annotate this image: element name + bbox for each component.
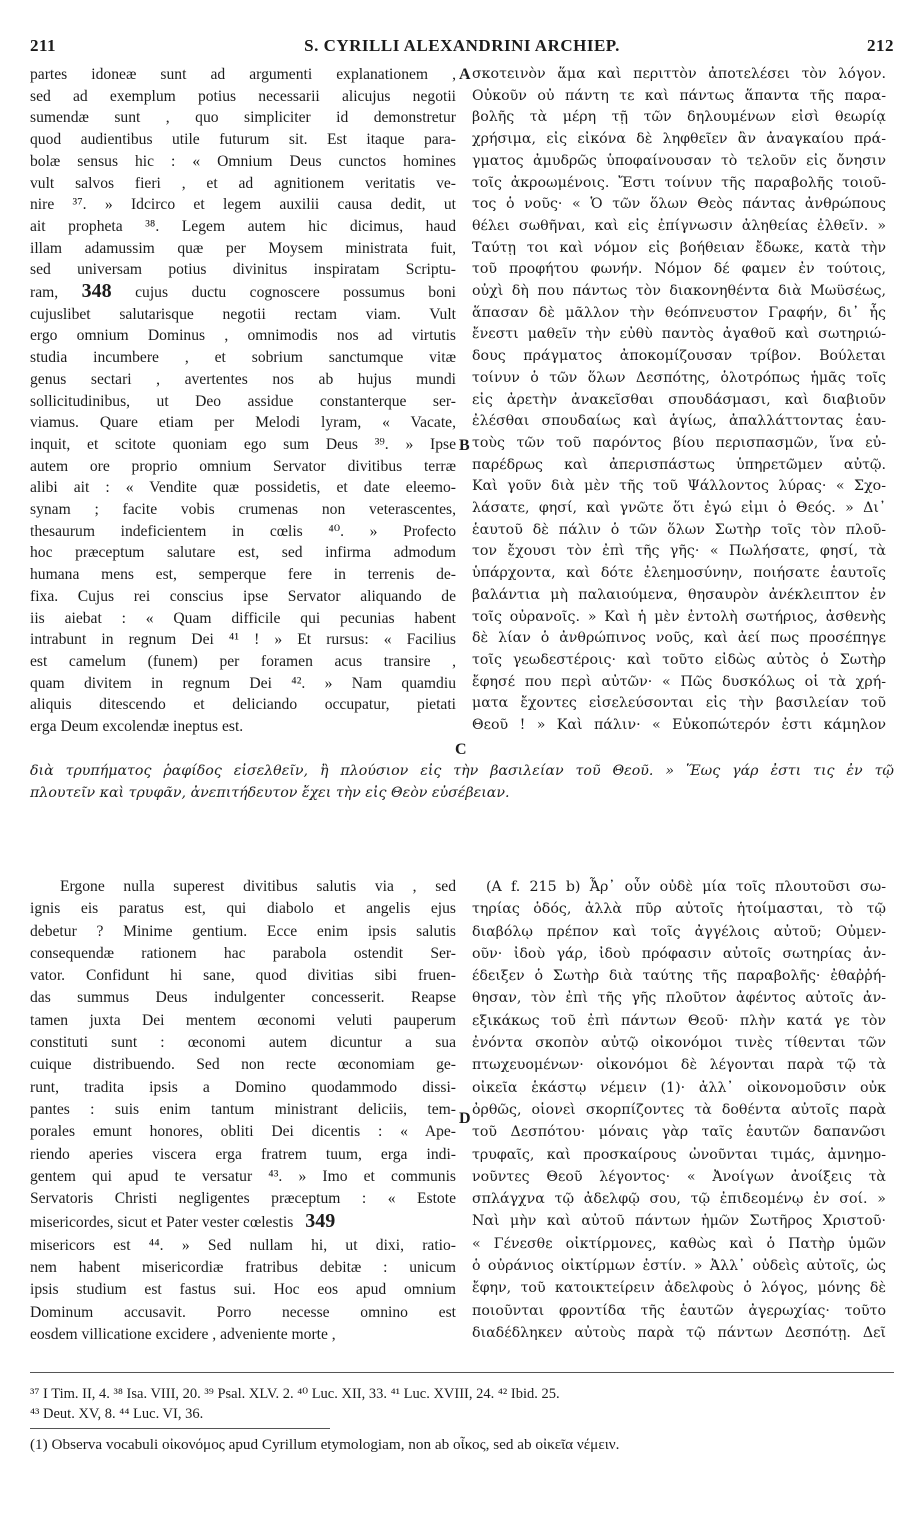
text-line: sed universam potius divinitus inspiratam Scriptu-	[30, 261, 456, 279]
text-line: τοῖς οὐρανοῖς. » Καὶ ἡ μὲν ἐντολὴ σωτήριος, ἀσθενὴς	[472, 608, 886, 625]
column-number-349: 349	[305, 1210, 336, 1233]
reference-line: ⁴³ Deut. XV, 8. ⁴⁴ Luc. VI, 36.	[30, 1406, 204, 1422]
text-line: ignis eis paratus est, qui diabolo et angelis ejus	[30, 900, 456, 918]
text-line: viamus. Quare etiam per Melodi lyram, « Vacate,	[30, 414, 456, 432]
text-line: erga Deum excolendæ ineptus est.	[30, 718, 244, 736]
text-line: (A f. 215 b) Ἆρ᾽ οὖν οὐδὲ μία τοῖς πλουτοῦσι σω-	[486, 879, 886, 895]
text-line: ipsis studium est fastus sui. Hoc eos apud omnium	[30, 1281, 456, 1299]
text-line: intrabunt in regnum Dei ⁴¹ ! » Et rursus: « Facilius	[30, 631, 456, 649]
text-line: eosdem villicatione excidere , adveniente morte ,	[30, 1325, 336, 1343]
section-marker-c: C	[455, 741, 467, 758]
text-line: γματος ἀμυδρῶς ὑποφαίνουσαν τὸ τελοῦν εἰς ὄνησιν	[472, 152, 886, 169]
text-line: vator. Confidunt hi sane, quod divitias sibi fruen-	[30, 967, 456, 985]
text-line: Servatoris Christi negligentes præceptum : « Estote	[30, 1190, 456, 1208]
text-line: ram, 348 cujus ductu cognoscere possumus boni	[30, 281, 456, 303]
text-line: iis aiebat : « Quam difficile qui pecunias habent	[30, 609, 456, 627]
greek-column-lower	[472, 876, 886, 1344]
text-line: οῦν· ἰδοὺ γάρ, ἰδοὺ πρόφασιν αὐτοῖς σωτηρίας ἀν-	[472, 945, 886, 962]
text-line: διαδέδληκεν αὐτοὺς παρὰ τῷ πάντων Δεσπότῃ. Δεῖ	[472, 1324, 886, 1341]
text-line: εἰς ἀρετὴν ἀνακεῖσθαι σπουδάσμασι, καὶ διαβιοῦν	[472, 391, 886, 408]
text-line: hoc præceptum salutare est, sed infirma admodum	[30, 544, 456, 562]
text-line: studia incumbere , et sobrium sanctumque vitæ	[30, 349, 456, 367]
text-line: nem habent misericordiæ fratribus debitæ : unicum	[30, 1259, 456, 1277]
text-line: χρήσιμα, εἰς εἰκόνα δὲ ληφθεῖεν ἂν ἀναγκαίου πρά-	[472, 131, 886, 148]
text-line: Θεοῦ ! » Καὶ πάλιν· « Εὐκοπώτερόν ἐστι κάμηλον	[472, 717, 886, 734]
text-line: pantes : suis enim tantum ministrant deliciis, tem-	[30, 1100, 456, 1118]
text-line: τον ἔχουσι τὸν ἐπὶ τῆς γῆς· « Πωλήσατε, φησί, τὰ	[472, 543, 886, 560]
text-line: Dominum accusavit. Porro necesse omnino est	[30, 1303, 456, 1321]
text-line: Ergone nulla superest divitibus salutis via , sed	[60, 878, 456, 895]
text-line: έδειξεν ὁ Σωτὴρ διὰ ταύτης τῆς παραβολῆς· ἐθαῤῥή-	[472, 968, 886, 985]
text-line: εξικάκως τοῦ ἐπὶ πάντων Θεοῦ· πλὴν κατά γε τὸν	[472, 1012, 886, 1029]
section-marker-b: B	[459, 437, 470, 454]
text-line: est camelum (funem) per foramen acus transire ,	[30, 652, 456, 670]
text-fragment: cujus ductu cognoscere possumus boni	[111, 284, 456, 302]
reference-line: ³⁷ I Tim. II, 4. ³⁸ Isa. VIII, 20. ³⁹ Psal. XLV. 2. ⁴⁰ Luc. XII, 33. ⁴¹ Luc. XVIII, 24. ⁴² Ibid. 25.	[30, 1386, 560, 1402]
page-number-left: 211	[30, 36, 57, 55]
latin-column-lower	[30, 876, 456, 1346]
text-line: debetur ? Minime gentium. Ecce enim ipsis salutis	[30, 922, 456, 940]
text-line: illam adamussim quæ per Moysem ministrata fuit,	[30, 239, 456, 257]
text-line: quam divitem in regnum Dei ⁴². » Nam quamdiu	[30, 674, 456, 692]
page-number-right: 212	[867, 36, 894, 55]
text-line: οἰκεῖα ἑκάστῳ νέμειν (1)· ἀλλ᾽ οἰκονομοῦσιν οὐκ	[472, 1079, 886, 1096]
text-line: synam ; facite vobis crumenas non veterascentes,	[30, 501, 456, 519]
text-line: θησαν, τὸν ἐπὶ τῆς γῆς πλοῦτον ἀφέντος αὐτοῖς ἀν-	[472, 990, 886, 1007]
text-line: Ναὶ μὴν καὶ αὐτοῦ πάντων ἡμῶν Σωτῆρος Χριστοῦ·	[472, 1213, 886, 1230]
text-line: consequendæ rationem hac parabola ostendit Ser-	[30, 944, 456, 962]
text-line: δους πράγματος ἀποκομίζουσαν τρίβον. Βούλεται	[472, 348, 886, 365]
text-line: τοῦ προφήτου φωνήν. Νόμον δέ φαμεν ἐν τούτοις,	[472, 261, 886, 278]
text-line: τοίνυν ὁ τῶν ὅλων Δεσπότης, ὁλοτρόπως ἡμᾶς τοῖς	[472, 369, 886, 386]
text-line: ἔφησέ που περὶ αὐτῶν· « Πῶς δυσκόλως οἱ τὰ χρή-	[472, 673, 886, 690]
text-line: riendo aperies viscera erga fratrem tuum, erga indi-	[30, 1145, 456, 1163]
running-header	[30, 36, 894, 60]
text-line: constituti sunt : œconomi autem dicuntur a sua	[30, 1034, 456, 1052]
text-line: νοῦντες Θεοῦ λέγοντος· « Ἀνοίγων ἀνοίξεις τὰ	[472, 1168, 886, 1185]
text-line: quod audientibus utile futurum sit. Est itaque para-	[30, 131, 456, 149]
text-line: δὲ λίαν ὁ ἀνθρώπινος νοῦς, καὶ ἀεί πως προσέπηγε	[472, 630, 886, 647]
text-line: λάσατε, φησί, καὶ γνῶτε ὅτι ἐγώ εἰμι ὁ Θεός. » Δι᾽	[472, 500, 886, 517]
text-line: θέλει σωθῆναι, καὶ εἰς ἐπίγνωσιν ἀληθείας ἐλθεῖν. »	[472, 217, 886, 234]
section-marker-d: D	[459, 1110, 471, 1127]
text-line: misericordes, sicut et Pater vester cœlestis 349	[30, 1210, 336, 1233]
text-line: bolæ sensus hic : « Omnium Deus cunctos homines	[30, 152, 456, 170]
text-line: humana mens est, semperque fere in terrenis de-	[30, 566, 456, 584]
section-marker-a: A	[459, 66, 471, 83]
text-line: ὀρθῶς, οἱονεὶ σκορπίζοντες τὰ δοθέντα αὐτοῖς παρὰ	[472, 1101, 886, 1118]
text-line: τοῖς ἀκροωμένοις. Ἔστι τοίνυν τῆς παραβολῆς τοιοῦ-	[472, 174, 886, 191]
text-line: porales emunt honores, obliti Dei dicentis : « Ape-	[30, 1123, 456, 1141]
text-line: Ταύτῃ τοι καὶ νόμον εἰς βοήθειαν ἔδωκε, κατὰ τὴν	[472, 239, 886, 256]
text-line: τοῖς γεωδεστέροις· καὶ τοῦτο εἰδὼς αὐτὸς ὁ Σωτὴρ	[472, 651, 886, 668]
footnote: (1) Observa vocabuli οἰκονόμος apud Cyrillum etymologiam, non ab οἶκος, sed ab οἰκεῖα νέμειν.	[30, 1436, 620, 1453]
text-line: thesaurum indeficientem in cœlis ⁴⁰. » Profecto	[30, 522, 456, 540]
text-line: fixa. Cujus rei conscius ipse Servator aliquando de	[30, 587, 456, 605]
text-line: οὐχὶ δὴ που πάντως τὸν διακονηθέντα διὰ Μωϋσέως,	[472, 283, 886, 300]
text-line: τος ὁ νοῦς· « Ὁ τῶν ὅλων Θεὸς πάντας ἀνθρώπους	[472, 196, 886, 213]
text-line: vult salvos fieri , et ad agnitionem veritatis ve-	[30, 174, 456, 192]
full-width-line: πλουτεῖν καὶ τρυφᾶν, ἀνεπιτήδευτον ἔχει τὴν εἰς Θεὸν εὐσέβειαν.	[30, 785, 510, 801]
text-line: σπλάγχνα τῷ ἀδελφῷ σου, τῷ ἐπιδεομένῳ ἐν σοί. »	[472, 1191, 886, 1208]
text-line: nire ³⁷. » Idcirco et legem auxilii causa dedit, ut	[30, 196, 456, 214]
text-line: « Γένεσθε οἰκτίρμονες, καθὼς καὶ ὁ Πατὴρ ὑμῶν	[472, 1235, 886, 1252]
text-line: Οὐκοῦν οὐ πάντη τε καὶ πάντως ἅπαντα τῆς παρα-	[472, 87, 886, 104]
text-line: ματα ἔχοντες εἰσελεύσονται εἰς τὴν βασιλείαν τοῦ	[472, 695, 886, 712]
text-line: βαλάντια μὴ παλαιούμενα, θησαυρὸν ἀνέκλειπτον ἐν	[472, 586, 886, 603]
text-line: ποιοῦνται φροντίδα τῆς ἑαυτῶν ἀγερωχίας· τοῦτο	[472, 1302, 886, 1319]
text-line: ὑπάρχοντα, καὶ δότε ἐλεημοσύνην, ποιήσατε ἑαυτοῖς	[472, 565, 886, 582]
text-line: sumendæ sunt , quo simpliciter id demonstretur	[30, 109, 456, 127]
text-line: ἑαυτοῦ δὲ πάλιν ὁ τῶν ὅλων Σωτὴρ τοῖς τὸν πλοῦ-	[472, 521, 886, 538]
text-line: runt, tradita ipsis a Domino quodammodo dissi-	[30, 1078, 456, 1096]
text-line: autem ore proprio omnium Servator divitibus terræ	[30, 457, 456, 475]
text-line: ait propheta ³⁸. Legem autem hic dicimus, haud	[30, 217, 456, 235]
notes-rule	[30, 1372, 894, 1373]
full-width-line: διὰ τρυπήματος ῥαφίδος εἰσελθεῖν, ἢ πλούσιον εἰς τὴν βασιλείαν τοῦ Θεοῦ. » Ἕως γάρ ἐστι τις ἐν τῷ	[30, 763, 894, 779]
text-line: Καὶ γοῦν διὰ μὲν τῆς τοῦ Ψάλλοντος λύρας· « Σχο-	[472, 478, 886, 495]
text-line: genus sectari , avertentes nos ab hujus mundi	[30, 370, 456, 388]
text-line: διαβόλῳ πρέπον καὶ τοῖς ἀγγέλοις αὐτοῦ; Οὐμεν-	[472, 923, 886, 940]
text-line: παρέδρως καὶ ἀπερισπάστως ὑπηρετῶμεν αὐτῷ.	[472, 456, 886, 473]
text-line: τρυφαῖς, καὶ προσκαίρους ὠνοῦνται τιμάς, ἀμνημο-	[472, 1146, 886, 1163]
text-line: aliquis ditescendo et deliciando occupatur, pietati	[30, 696, 456, 714]
scripture-references	[30, 1384, 894, 1424]
text-line: cujuslibet salutarisque negotii rectam viam. Vult	[30, 305, 456, 323]
text-line: ἔφην, τοῦ κατοικτείρειν ἀδελφοὺς ὁ λόγος, μόνης δὲ	[472, 1280, 886, 1297]
text-line: ἐνόντα σκοπὸν αὐτῷ οἰκονόμοι τινὲς τίθενται τῶν	[472, 1035, 886, 1052]
text-line: sed ad exemplum potius necessarii alicujus negotii	[30, 87, 456, 105]
text-line: βολῆς τὰ μέρη τῇ τῶν δηλουμένων εἰσὶ θεωρίᾳ	[472, 109, 886, 126]
text-line: ἐλέσθαι σπουδαίως καὶ ἁγίως, ἀπαλλάττοντας ἑαυ-	[472, 413, 886, 430]
text-line: ergo omnium Dominus , omnimodis nos ad virtutis	[30, 327, 456, 345]
text-line: πτωχευομένων· οἰκονόμοι δὲ λέγονται παρὰ τῷ τὰ	[472, 1057, 886, 1074]
text-line: σκοτεινὸν ἅμα καὶ περιττὸν ἀποτελέσει τὸν λόγον.	[472, 66, 886, 82]
footnote-rule	[30, 1428, 330, 1429]
text-line: τοῦ Δεσπότου· μόναις γὰρ ταῖς ἑαυτῶν δαπανῶσι	[472, 1124, 886, 1141]
text-line: inquit, et scitote quoniam ego sum Deus ³⁹. » Ipse	[30, 435, 456, 453]
text-line: ὁ οὐράνιος οἰκτίρμων ἐστίν. » Ἀλλ᾽ οὐδεὶς αὐτοῖς, ὡς	[472, 1258, 886, 1275]
text-line: cuique distribuendo. Sed non recte œconomiam ge-	[30, 1056, 456, 1074]
text-line: τηρίας ὁδός, ἀλλὰ πῦρ αὐτοῖς ἡτοίμασται, τὸ τῷ	[472, 901, 886, 918]
text-line: ἔνεστι μαθεῖν τὴν εὐθὺ παντὸς ἀγαθοῦ καὶ σωτηριώ-	[472, 326, 886, 343]
column-number-348: 348	[81, 281, 112, 303]
text-line: misericors est ⁴⁴. » Sed nullam hi, ut dixi, ratio-	[30, 1236, 456, 1254]
text-line: sollicitudinibus, ut Deo assidue constanterque ser-	[30, 392, 456, 410]
text-line: gentem qui apud te versatur ⁴³. » Imo et communis	[30, 1167, 456, 1185]
latin-column-upper	[30, 64, 456, 738]
greek-column-upper	[472, 64, 886, 737]
text-line: τοὺς τῶν τοῦ παρόντος βίου περισπασμῶν, ἵνα εὐ-	[472, 434, 886, 451]
running-title: S. CYRILLI ALEXANDRINI ARCHIEP.	[304, 36, 620, 55]
text-line: ἅπασαν δὲ μᾶλλον τὴν θεόπνευστον Γραφήν, δι᾽ ἧς	[472, 304, 886, 321]
text-line: alibi ait : « Vendite quæ possidetis, et date eleemo-	[30, 479, 456, 497]
full-width-greek-lines	[30, 760, 894, 804]
text-line: das summus Deus indulgenter concesserit. Reapse	[30, 989, 456, 1007]
text-line: partes idoneæ sunt ad argumenti explanationem ,	[30, 66, 456, 83]
text-line: tamen juxta Dei mentem œconomi veluti pauperum	[30, 1011, 456, 1029]
